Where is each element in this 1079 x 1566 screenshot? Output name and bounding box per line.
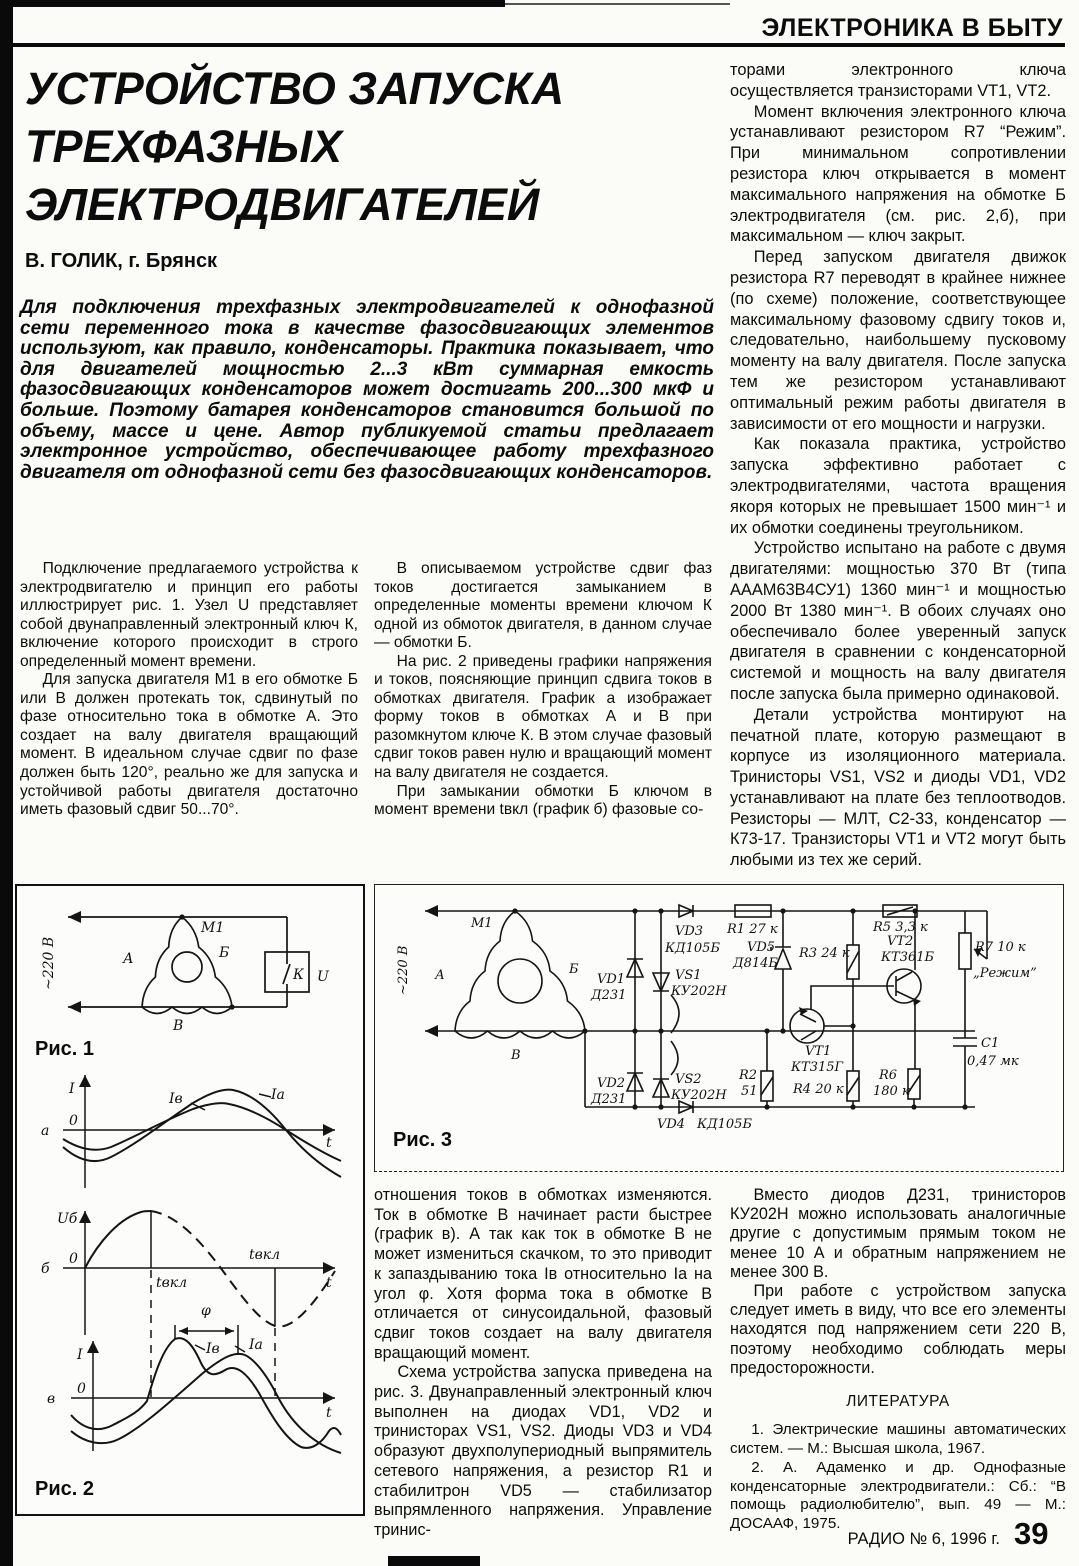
bottom-middle-column: [374, 1186, 712, 1539]
fig3-vt2-label: VT2: [887, 934, 914, 949]
figure-1-caption: Рис. 1: [35, 1038, 94, 1060]
section-header: ЭЛЕКТРОНИКА В БЫТУ: [761, 14, 1063, 42]
fig2v-ia-label: Iа: [249, 1337, 263, 1353]
fig3-vt2-value: КТ361Б: [881, 950, 935, 965]
figure-2-graphs: [23, 1063, 353, 1465]
fig3-vt1-label: VT1: [805, 1044, 832, 1059]
fig2b-ton2-label: tвкл: [249, 1247, 281, 1263]
fig3-r7-label: R7 10 к: [975, 940, 1026, 955]
literature-heading: ЛИТЕРАТУРА: [846, 1393, 950, 1411]
arrow-left-bottom: [68, 1001, 81, 1013]
fig3-vs1-label: VS1: [675, 968, 702, 983]
paragraph: Момент включения электронного ключа устанавливают резистором R7 “Режим”. При минимальном сопротивлении резистора ключ открывается в момент максимального напряжения на обмотке Б электродвигателя (см. рис. 2,б), при максимальном — ключ закрыт.: [730, 102, 1066, 246]
body-column-2: [374, 560, 712, 878]
fig3-vd3-label: VD3: [675, 924, 704, 939]
title-line-3: ЭЛЕКТРОДВИГАТЕЛЕЙ: [25, 179, 540, 230]
fig2b-row-label: б: [41, 1261, 50, 1277]
body-column-1: [20, 560, 358, 878]
title-line-2: ТРЕХФАЗНЫХ: [25, 121, 343, 172]
fig2v-t-label: t: [326, 1405, 332, 1421]
fig1-winding-v-label: В: [173, 1018, 184, 1034]
article-author: В. ГОЛИК, г. Брянск: [25, 250, 218, 272]
footer-page-number: 39: [1014, 1516, 1049, 1551]
paragraph: Детали устройства монтируют на печатной плате, которую размещают в корпусе из изоляционного материала. Тринисторы VS1, VS2 и диоды VD1, VD2 устанавливают на плате без теплоотводов. Резисторы — МЛТ, С2-33, конденсатор — К73-17. Транзисторы VT1 и VT2 могут быть любыми из тех же серий.: [730, 705, 1066, 870]
bottom-ink-bar: [388, 1556, 480, 1566]
paragraph: Устройство испытано на работе с двумя двигателями: мощностью 370 Вт (типа АААМ63В4СУ1) 1360 мин⁻¹ и мощностью 2000 Вт 1380 мин⁻¹. В обоих случаях оно обеспечивало более уверенный запуск двигателя в сравнении с конденсаторной системой и мощность на валу двигателя после запуска была примерно одинаковой.: [730, 539, 1066, 703]
fig1-winding-b-label: Б: [219, 945, 230, 961]
title-line-1: УСТРОЙСТВО ЗАПУСКА: [25, 63, 565, 114]
fig2v-ib-label: Iв: [206, 1341, 220, 1357]
figure-1-schematic: [23, 890, 353, 1035]
paragraph: Подключение предлагаемого устройства к электродвигателю и принцип его работы иллюстрирует рис. 1. Узел U представляет собой двунаправленный электронный ключ К, включение которого происходит в строго определенный момент времени.: [20, 560, 358, 670]
fig3-r4-label: R4 20 к: [793, 1082, 844, 1097]
figure-3-schematic: [375, 885, 1059, 1163]
top-ink-bar-thin: [505, 3, 730, 5]
fig3-vs1-value: КУ202Н: [671, 984, 727, 999]
fig2a-ia-label: Iа: [271, 1087, 285, 1103]
fig3-r6-label: R6: [879, 1068, 898, 1083]
header-rule: [13, 43, 1065, 47]
fig3-supply-label: ~220 В: [396, 945, 411, 995]
literature-section: [730, 1392, 1066, 1534]
literature-item: 2. А. Адаменко и др. Однофазные конденсаторные электродвигатели.: Сб.: “В помощь радиолюбителю”, вып. 49 — М.: ДОСААФ, 1975.: [730, 1458, 1066, 1533]
fig3-vs2-value: КУ202Н: [671, 1088, 727, 1103]
footer-journal: РАДИО № 6, 1996 г.: [847, 1530, 1000, 1548]
fig2v-yaxis-label: I: [77, 1347, 83, 1363]
fig3-c1-value: 0,47 мк: [967, 1054, 1019, 1069]
fig2a-zero-label: 0: [69, 1113, 78, 1129]
fig1-switch-label: К: [293, 967, 304, 983]
fig3-r1-label: R1 27 к: [727, 922, 778, 937]
body-column-3: [730, 60, 1066, 870]
paragraph: Для запуска двигателя М1 в его обмотке Б или В должен протекать ток, сдвинутый по фазе относительно тока в обмотке А. Это создает на валу двигателя вращающий момент. В идеальном случае сдвиг по фазе должен быть 120°, реально же для запуска и устойчивой работы двигателя достаточно иметь фазовый сдвиг 50...70°.: [20, 671, 358, 819]
fig3-c1-label: C1: [981, 1036, 1000, 1051]
paragraph: В описываемом устройстве сдвиг фаз токов достигается замыканием в определенные моменты времени ключом К одной из обмоток двигателя, в данном случае — обмотки Б.: [374, 560, 712, 652]
bottom-right-column: [730, 1186, 1066, 1533]
paragraph: На рис. 2 приведены графики напряжения и токов, поясняющие принцип сдвига токов в обмотках двигателя. График а изображает форму токов в обмотках А и В при разомкнутом ключе К. В этом случае фазовый сдвиг токов равен нулю и вращающий момент на валу двигателя не создается.: [374, 652, 712, 782]
fig1-winding-a-label: А: [123, 951, 134, 967]
fig2v-zero-label: 0: [77, 1381, 86, 1397]
fig3-vs2-label: VS2: [675, 1072, 702, 1087]
fig3-vd4-label: VD4: [657, 1117, 686, 1132]
paragraph: Перед запуском двигателя движок резистора R7 переводят в крайнее нижнее (по схеме) положение, соответствующее максимальному фазовому сдвигу токов и, следовательно, наибольшему пусковому моменту на валу двигателя. После запуска тем же резистором устанавливают оптимальный режим работы двигателя в зависимости от его мощности и нагрузки.: [730, 248, 1066, 433]
fig3-r3-label: R3 24 к: [799, 946, 850, 961]
fig3-winding-a-label: А: [435, 968, 445, 983]
fig3-winding-v-label: В: [511, 1048, 521, 1063]
fig2v-row-label: в: [47, 1391, 56, 1407]
figure-3-caption: Рис. 3: [393, 1129, 452, 1151]
fig3-m1-label: М1: [471, 916, 493, 931]
fig3-vd4-value: КД105Б: [697, 1117, 752, 1132]
fig3-r2-value: 51: [741, 1084, 758, 1099]
fig3-r7-mode-label: „Режим”: [973, 966, 1037, 981]
top-ink-bar: [13, 0, 505, 7]
fig3-vd1-value: Д231: [591, 988, 627, 1003]
fig3-r5-label: R5 3,3 к: [873, 920, 928, 935]
fig1-supply-label: ~220 В: [41, 936, 57, 990]
fig3-vd5-label: VD5: [747, 940, 776, 955]
fig3-vd2-value: Д231: [591, 1092, 627, 1107]
fig3-winding-b-label: Б: [569, 962, 579, 977]
figure-1-2-box: [15, 884, 365, 1516]
fig2b-zero-label: 0: [69, 1251, 78, 1267]
fig2a-ib-label: Iв: [169, 1091, 183, 1107]
paragraph: Схема устройства запуска приведена на рис. 3. Двунаправленный электронный ключ выполнен на диодах VD1, VD2 и тринисторах VS1, VS2. Диоды VD3 и VD4 образуют двухполупериодный выпрямитель сетевого напряжения, а резистор R1 и стабилитрон VD5 — стабилизатор выпрямленного напряжения. Управление тринис-: [374, 1363, 712, 1539]
fig2a-yaxis-label: I: [69, 1081, 75, 1097]
fig2b-t-label: t: [326, 1275, 332, 1291]
fig3-vt1-value: КТ315Г: [791, 1060, 844, 1075]
arrow-left-top: [68, 911, 81, 923]
figure-2-caption: Рис. 2: [35, 1478, 94, 1500]
lead-paragraph: Для подключения трехфазных электродвигателей к однофазной сети переменного тока в качестве фазосдвигающих элементов используют, как правило, конденсаторы. Практика показывает, что для двигателей мощностью 2...3 кВт суммарная емкость фазосдвигающих конденсаторов может достигать 200...300 мкФ и больше. Поэтому батарея конденсаторов становится большой по объему, массе и цене. Автор публикуемой статьи предлагает электронное устройство, обеспечивающее работу трехфазного двигателя от однофазной сети без фазосдвигающих конденсаторов.: [20, 297, 714, 483]
fig3-r2-label: R2: [739, 1068, 758, 1083]
fig3-vd5-value: Д814Б: [733, 956, 778, 971]
fig2b-ton1-label: tвкл: [156, 1275, 188, 1291]
paragraph: Как показала практика, устройство запуска эффективно работает с электродвигателями, частота вращения якоря которых не превышает 1500 мин⁻¹ и их обмотки соединены треугольником.: [730, 435, 1066, 537]
paragraph: При работе с устройством запуска следует иметь в виду, что все его элементы находятся под напряжением сети 220 В, поэтому необходимо соблюдать меры предосторожности.: [730, 1282, 1066, 1377]
left-ink-bar: [0, 0, 13, 1566]
fig3-vd3-value: КД105Б: [665, 941, 720, 956]
fig1-unit-label: U: [317, 969, 329, 985]
article-title: [25, 60, 725, 234]
fig3-vd1-label: VD1: [597, 972, 626, 987]
paragraph: торами электронного ключа осуществляется транзисторами VT1, VT2.: [730, 61, 1066, 100]
fig2b-yaxis-label: Uб: [57, 1211, 78, 1227]
fig2a-t-label: t: [326, 1135, 332, 1151]
fig3-vd2-label: VD2: [597, 1076, 626, 1091]
paragraph: При замыкании обмотки Б ключом в момент времени tвкл (график б) фазовые со-: [374, 782, 712, 819]
paragraph: отношения токов в обмотках изменяются. Ток в обмотке В начинает расти быстрее (график в). А так как ток в обмотке В не может измениться скачком, то это приводит к запаздыванию тока Iв относительно Iа на угол φ. Хотя форма тока в обмотке В отличается от синусоидальной, фазовый сдвиг токов создает на валу двигателя вращающий момент.: [374, 1186, 712, 1362]
fig1-motor-label: М1: [201, 920, 225, 936]
fig2v-phi-label: φ: [201, 1303, 211, 1319]
literature-item: 1. Электрические машины автоматических систем. — М.: Высшая школа, 1967.: [730, 1421, 1066, 1458]
fig2a-row-label: а: [41, 1123, 50, 1139]
figure-3-box: [374, 884, 1064, 1172]
fig3-r6-value: 180 к: [873, 1084, 910, 1099]
paragraph: Вместо диодов Д231, тринисторов КУ202Н можно использовать аналогичные другие с допустимым прямым током не менее 10 А и обратным напряжением не менее 300 В.: [730, 1186, 1066, 1281]
